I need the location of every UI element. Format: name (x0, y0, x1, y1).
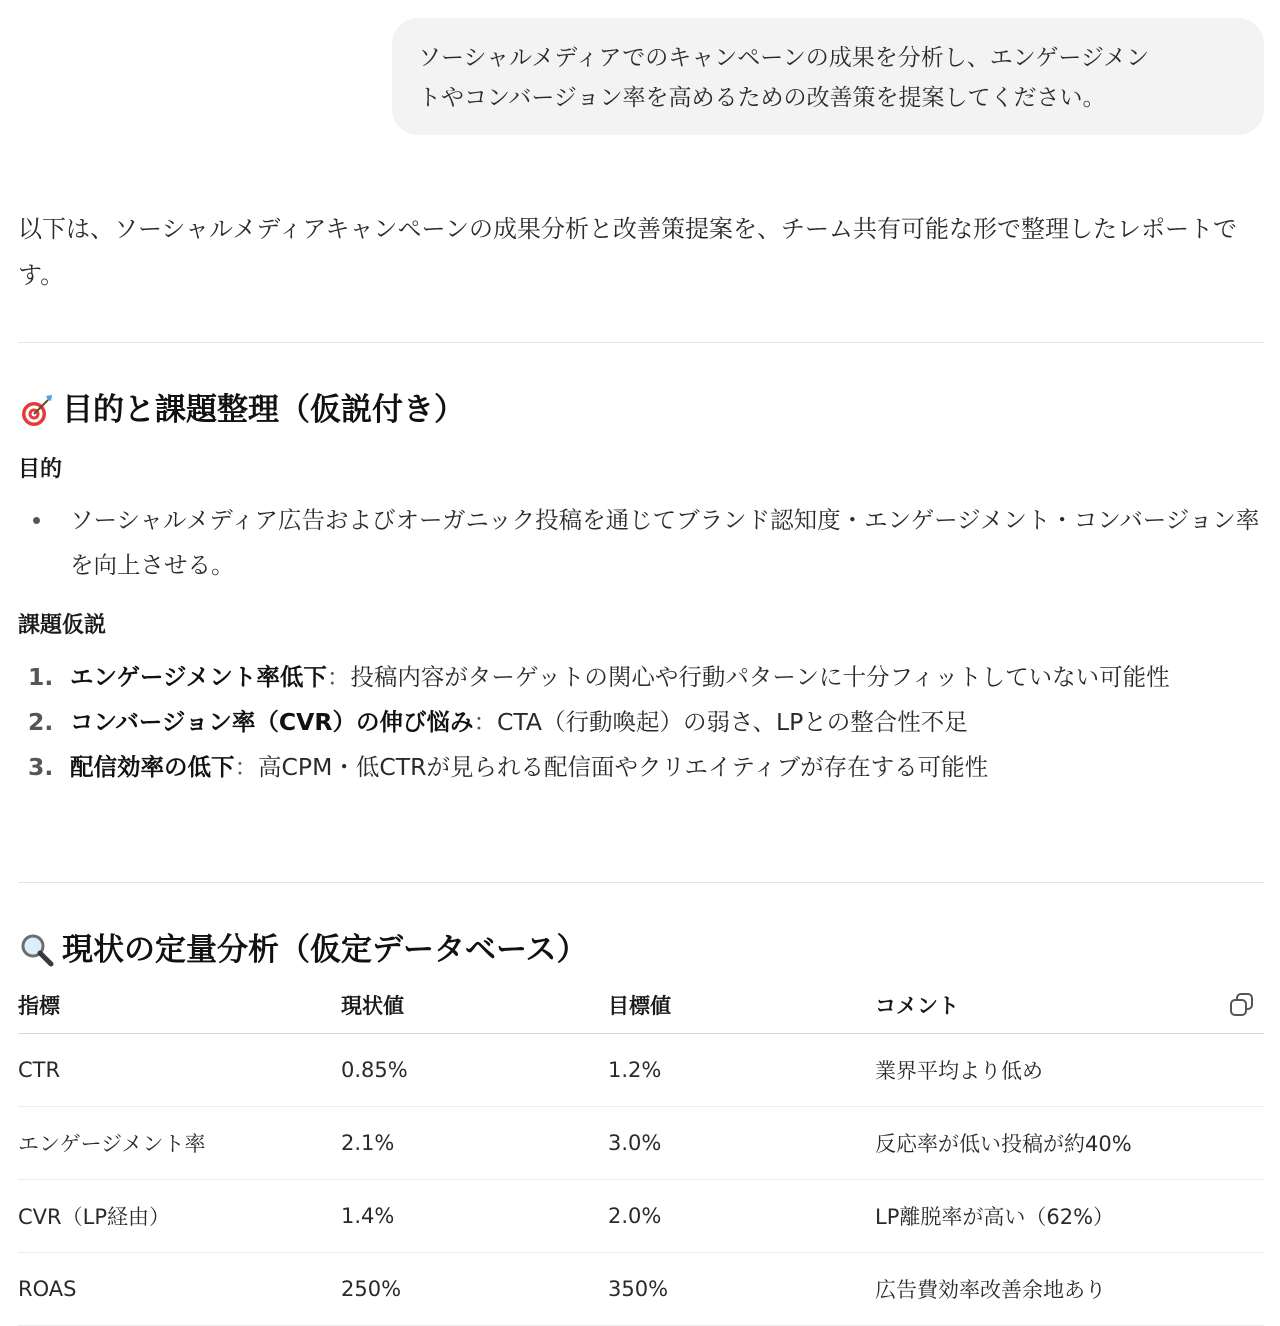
table-cell: CVR（LP経由） (18, 1180, 341, 1253)
hypothesis-title: エンゲージメント率低下 (70, 663, 327, 691)
table-cell: 2.1% (341, 1107, 608, 1180)
section-heading-text: 現状の定量分析（仮定データベース） (62, 932, 588, 968)
column-header: 現状値 (341, 976, 608, 1034)
table-cell: 広告費効率改善余地あり (875, 1253, 1264, 1326)
user-message-bubble (392, 18, 1264, 135)
hypothesis-label: 課題仮説 (18, 613, 107, 638)
table-cell: ROAS (18, 1253, 341, 1326)
purpose-label: 目的 (18, 457, 63, 482)
column-header: 目標値 (608, 976, 875, 1034)
bullet-dot (33, 517, 40, 524)
table-row (18, 1107, 1264, 1180)
hypothesis-text: 高CPM・低CTRが見られる配信面やクリエイティブが存在する可能性 (258, 753, 989, 781)
purpose-list (18, 498, 1264, 588)
separator: ： (234, 753, 258, 781)
table-header-row (18, 976, 1264, 1034)
magnifier-icon (18, 932, 58, 968)
list-number: 2. (28, 708, 54, 736)
hypothesis-text: 投稿内容がターゲットの関心や行動パターンに十分フィットしていない可能性 (350, 663, 1170, 691)
table-row (18, 1253, 1264, 1326)
column-header: コメント (875, 976, 1264, 1034)
list-item-text: ソーシャルメディア広告およびオーガニック投稿を通じてブランド認知度・エンゲージメント・コンバージョン率を向上させる。 (70, 506, 1260, 579)
assistant-intro: 以下は、ソーシャルメディアキャンペーンの成果分析と改善策提案を、チーム共有可能な形で整理したレポートです。 (18, 215, 1237, 289)
divider (18, 882, 1264, 883)
hypothesis-list (18, 655, 1268, 790)
table-cell: 1.2% (608, 1034, 875, 1107)
table-cell: 業界平均より低め (875, 1034, 1264, 1107)
table-row (18, 1034, 1264, 1107)
user-message-line: ソーシャルメディアでのキャンペーンの成果を分析し、エンゲージメン (418, 45, 1150, 71)
table-cell: エンゲージメント率 (18, 1107, 341, 1180)
user-message-line: トやコンバージョン率を高めるための改善策を提案してください。 (418, 85, 1106, 111)
hypothesis-title: 配信効率の低下 (70, 753, 235, 781)
hypothesis-title: コンバージョン率（CVR）の伸び悩み (70, 708, 474, 736)
separator: ： (473, 708, 497, 736)
separator: ： (326, 663, 351, 691)
list-item (18, 745, 1268, 790)
table-row (18, 1180, 1264, 1253)
list-item (18, 498, 1264, 588)
column-header: 指標 (18, 976, 341, 1034)
divider (18, 342, 1264, 343)
table-cell: 0.85% (341, 1034, 608, 1107)
hypothesis-text: CTA（行動喚起）の弱さ、LPとの整合性不足 (496, 708, 968, 736)
table-cell: CTR (18, 1034, 341, 1107)
table-cell: 250% (341, 1253, 608, 1326)
section-heading-analysis (18, 928, 587, 972)
table-cell: LP離脱率が高い（62%） (875, 1180, 1264, 1253)
section-heading-goals (18, 388, 465, 432)
table-cell: 3.0% (608, 1107, 875, 1180)
table-cell: 反応率が低い投稿が約40% (875, 1107, 1264, 1180)
target-icon (18, 392, 58, 428)
metrics-table (18, 976, 1264, 1326)
list-number: 3. (28, 753, 54, 781)
table-cell: 350% (608, 1253, 875, 1326)
section-heading-text: 目的と課題整理（仮説付き） (62, 392, 465, 428)
list-number: 1. (28, 663, 54, 691)
table-cell: 1.4% (341, 1180, 608, 1253)
list-item (18, 655, 1268, 700)
table-cell: 2.0% (608, 1180, 875, 1253)
list-item (18, 700, 1268, 745)
